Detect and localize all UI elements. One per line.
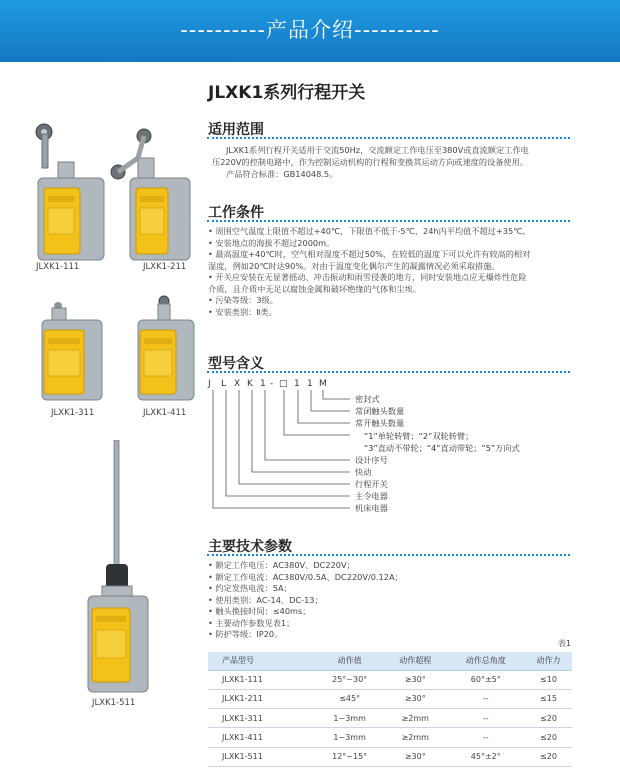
code-char: X [234,379,241,389]
model-label-travel-switch: 行程开关 [355,479,388,489]
table-cell: -- [447,728,525,747]
table-cell: 60°±5° [447,670,525,689]
code-char: J [208,379,211,389]
table-cell: ≤20 [525,709,572,728]
product-image-311 [38,300,106,402]
code-char: - [270,379,274,389]
scope-divider [207,137,570,139]
conditions-title: 工作条件 [208,205,264,221]
table-row [208,728,572,747]
conditions-item: • 最高温度+40℃时，空气相对湿度不超过50%，在较低的温度下可以允许有较高的相对 [208,249,531,259]
table-row [208,709,572,728]
code-char: L [221,379,227,389]
tech-item: • 主要动作参数见表1； [208,617,295,628]
tech-list [208,560,576,641]
code-char: 1 [260,379,266,389]
model-connector-lines [200,388,360,518]
col-header: 动作力 [525,652,572,670]
table-row [208,670,572,689]
table-cell: JLXK1-511 [208,747,315,766]
table-cell: -- [447,709,525,728]
conditions-divider [207,220,570,222]
product-image-411 [134,294,198,402]
table-cell: 25°~30° [315,670,384,689]
col-header: 产品型号 [208,652,315,670]
scope-line: 压220V的控制电路中，作为控制运动机构的行程和变换其运动方向或速度的设备使用。 [212,157,528,167]
conditions-list [208,226,576,318]
tech-title: 主要技术参数 [208,539,292,555]
model-label-no-contacts: 常开触头数量 [355,418,405,428]
model-label-machine-tool: 机床电器 [355,503,388,513]
conditions-item: 介质，且介质中无足以腐蚀金属和破坏绝缘的气体和尘埃。 [208,283,421,294]
table-cell: ≤20 [525,747,572,766]
conditions-item: • 安装类别：Ⅱ类。 [208,306,277,317]
table-cell: JLXK1-211 [208,689,315,708]
product-label-411: JLXK1-411 [143,408,187,418]
model-divider [207,371,570,373]
table-cell: ≤15 [525,689,572,708]
model-label-sealed: 密封式 [355,394,380,404]
table-cell: ≤45° [315,689,384,708]
conditions-item: • 安装地点的海拔不超过2000m。 [208,237,335,248]
table-cell: JLXK1-411 [208,728,315,747]
spec-table [208,652,572,767]
header-banner [0,0,620,62]
product-label-111: JLXK1-111 [36,262,80,272]
tech-item: • 约定发热电流：5A； [208,583,292,593]
col-header: 动作值 [315,652,384,670]
product-image-111 [30,122,112,262]
table-cell: ≤10 [525,670,572,689]
table-cell: -- [447,689,525,708]
table-cell: ≥30° [384,747,447,766]
table-cell: JLXK1-111 [208,670,315,689]
model-label-quick: 快动 [355,467,372,477]
conditions-item: • 周围空气温度上限值不超过+40℃，下限值不低于-5℃，24h内平均值不超过+35℃。 [208,226,531,236]
table-cell: ≥2mm [384,709,447,728]
tech-item: • 额定工作电流：AC380V/0.5A、DC220V/0.12A； [208,571,403,582]
product-image-211 [108,128,194,262]
table-cell: JLXK1-311 [208,709,315,728]
model-label-arm-types-2: “3”直动不带轮；“4”直动带轮；“5”万向式 [364,443,520,453]
table-cell: ≥30° [384,689,447,708]
code-char: K [247,379,253,389]
tech-item: • 额定工作电压：AC380V、DC220V； [208,560,355,570]
conditions-item: • 开关应安装在无显著摇动、冲击振动和雨雪侵袭的地方，同时安装地点应无爆炸性危险 [208,272,527,282]
code-char: M [319,379,327,389]
tech-divider [207,554,570,556]
page-title: JLXK1系列行程开关 [208,83,366,103]
code-char: 1 [307,379,313,389]
table-cell: ≥2mm [384,728,447,747]
table-cell: ≥30° [384,670,447,689]
table-cell: 12°~15° [315,747,384,766]
model-title: 型号含义 [208,356,264,372]
tech-item: • 防护等级：IP20。 [208,629,283,639]
code-char: □ [279,379,288,389]
code-char: 1 [294,379,300,389]
scope-title: 适用范围 [208,122,264,138]
model-label-master: 主令电器 [355,491,388,501]
table-cell: 45°±2° [447,747,525,766]
product-image-511 [84,440,150,694]
tech-item: • 触头换接时间：≤40ms； [208,606,311,616]
conditions-item: 湿度，例如20℃时达90%。对由于温度变化偶尔产生的凝露情况必须采取措施。 [208,260,500,271]
table-cell: 1~3mm [315,728,384,747]
conditions-item: • 污染等级：3级。 [208,295,278,305]
col-header: 动作总角度 [447,652,525,670]
scope-line: 产品符合标准：GB14048.5。 [226,169,338,179]
table-cell: ≤20 [525,728,572,747]
scope-line: JLXK1系列行程开关适用于交流50Hz，交流额定工作电压至380V或直流额定工作电 [226,145,529,155]
table-row [208,747,572,766]
product-label-511: JLXK1-511 [92,698,136,708]
scope-text [212,144,572,180]
table-row [208,689,572,708]
model-label-nc-contacts: 常闭触头数量 [355,406,405,416]
tech-item: • 使用类别：AC-14、DC-13； [208,594,323,605]
model-label-arm-types-1: “1”单轮转臂；“2”双轮转臂； [364,431,474,441]
banner-title: ----------产品介绍---------- [180,18,440,42]
table-cell: 1~3mm [315,709,384,728]
table-caption: 表1 [558,639,572,648]
product-label-311: JLXK1-311 [51,408,95,418]
product-label-211: JLXK1-211 [143,262,187,272]
table-header-row [208,652,572,670]
col-header: 动作超程 [384,652,447,670]
model-label-design-no: 设计序号 [355,455,388,465]
